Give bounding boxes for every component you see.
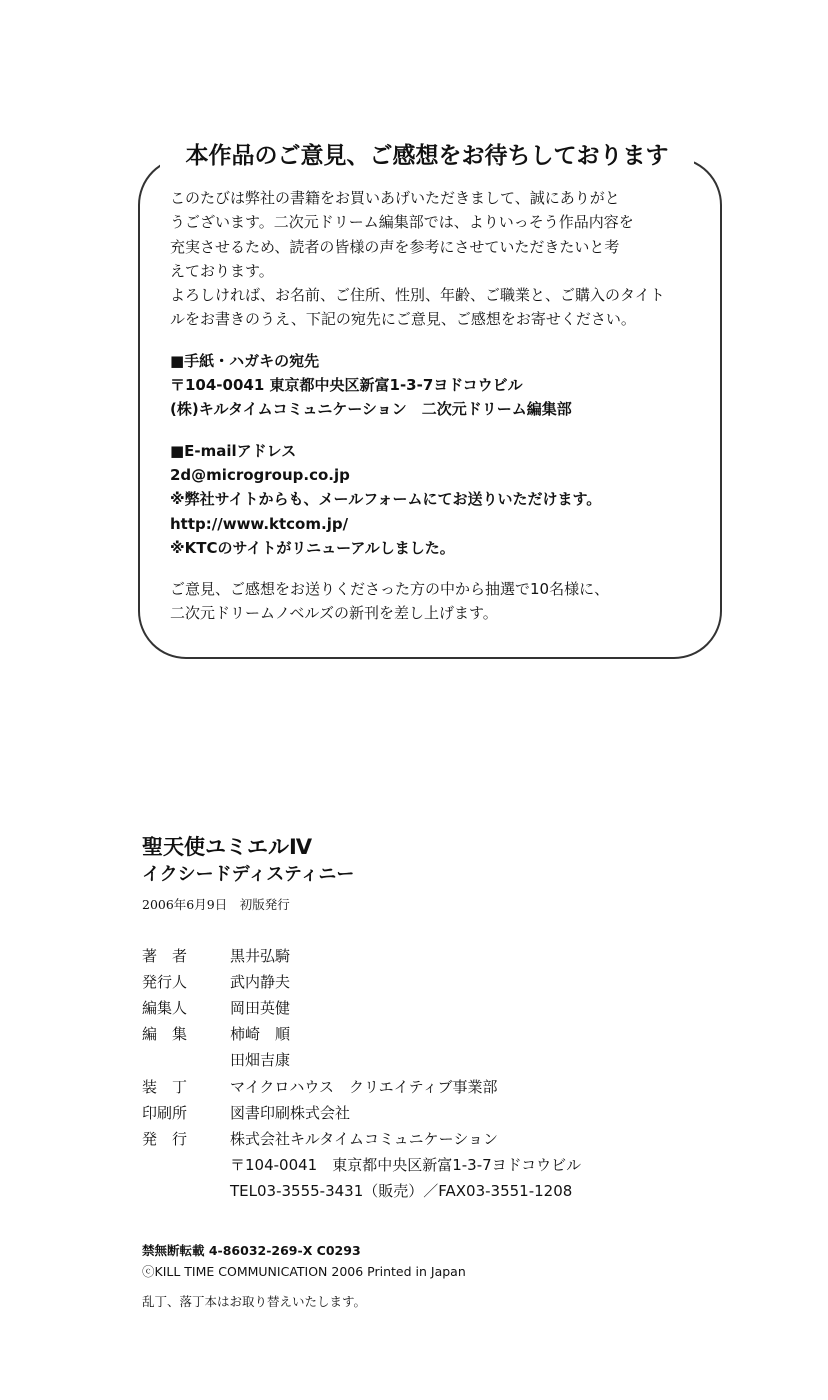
staff-role: 編集人 xyxy=(142,998,188,1017)
staff-role: 編 集 xyxy=(142,1025,188,1044)
staff-row xyxy=(142,1073,782,1099)
intro-line: ルをお書きのうえ、下記の宛先にご意見、ご感想をお寄せください。 xyxy=(170,310,636,329)
book-title: 聖天使ユミエルⅣ xyxy=(142,835,313,859)
staff-name: 柿崎 順 xyxy=(230,1025,291,1044)
feedback-title: 本作品のご意見、ご感想をお待ちしております xyxy=(160,140,694,172)
closing-line: 二次元ドリームノベルズの新刊を差し上げます。 xyxy=(170,604,498,623)
staff-list xyxy=(142,942,782,1204)
intro-line: よろしければ、お名前、ご住所、性別、年齢、ご職業と、ご購入のタイト xyxy=(170,286,665,305)
staff-role: 印刷所 xyxy=(142,1103,188,1122)
mail-address: 〒104-0041 東京都中央区新富1-3-7ヨドコウビル xyxy=(170,376,523,395)
mail-recipient: (株)キルタイムコミュニケーション 二次元ドリーム編集部 xyxy=(170,400,572,419)
staff-row xyxy=(142,1099,782,1125)
book-subtitle: イクシードディスティニー xyxy=(142,864,355,885)
replacement-notice: 乱丁、落丁本はお取り替えいたします。 xyxy=(142,1294,367,1309)
isbn-line: 禁無断転載 4-86032-269-X C0293 xyxy=(142,1243,361,1258)
email-address: 2d@microgroup.co.jp xyxy=(170,465,350,484)
staff-name: 図書印刷株式会社 xyxy=(230,1103,351,1122)
closing-line: ご意見、ご感想をお送りくださった方の中から抽選で10名様に、 xyxy=(170,580,610,599)
staff-name: 岡田英健 xyxy=(230,998,291,1017)
staff-row xyxy=(142,942,782,968)
website-note: ※KTCのサイトがリニューアルしました。 xyxy=(170,538,455,557)
staff-row xyxy=(142,1152,782,1178)
publish-date: 2006年6月9日 初版発行 xyxy=(142,897,290,912)
staff-name: 株式会社キルタイムコミュニケーション xyxy=(230,1129,499,1148)
staff-role: 装 丁 xyxy=(142,1077,188,1096)
staff-name: 〒104-0041 東京都中央区新富1-3-7ヨドコウビル xyxy=(230,1156,582,1175)
staff-row xyxy=(142,968,782,994)
staff-row xyxy=(142,1021,782,1047)
staff-name: 黒井弘騎 xyxy=(230,946,291,965)
staff-name: TEL03-3555-3431（販売）／FAX03-3551-1208 xyxy=(230,1182,573,1201)
feedback-body xyxy=(170,186,690,626)
staff-name: 田畑吉康 xyxy=(230,1051,291,1070)
staff-role: 発 行 xyxy=(142,1129,188,1148)
intro-line: えております。 xyxy=(170,261,274,280)
colophon-header xyxy=(142,832,782,914)
email-note: ※弊社サイトからも、メールフォームにてお送りいただけます。 xyxy=(170,490,602,509)
intro-line: 充実させるため、読者の皆様の声を参考にさせていただきたいと考 xyxy=(170,237,620,256)
mail-heading: ■手紙・ハガキの宛先 xyxy=(170,351,320,370)
staff-row xyxy=(142,1178,782,1204)
staff-name: 武内静夫 xyxy=(230,972,291,991)
email-heading: ■E-mailアドレス xyxy=(170,441,297,460)
staff-role: 著 者 xyxy=(142,946,188,965)
staff-name: マイクロハウス クリエイティブ事業部 xyxy=(230,1077,498,1096)
copyright-line: ⓒKILL TIME COMMUNICATION 2006 Printed in Japan xyxy=(142,1264,466,1279)
intro-line: うございます。二次元ドリーム編集部では、よりいっそう作品内容を xyxy=(170,213,634,232)
intro-line: このたびは弊社の書籍をお買いあげいただきまして、誠にありがと xyxy=(170,189,620,207)
staff-row xyxy=(142,1125,782,1151)
staff-row xyxy=(142,1047,782,1073)
staff-row xyxy=(142,994,782,1020)
staff-role: 発行人 xyxy=(142,972,188,991)
footer xyxy=(142,1240,782,1312)
website-url: http://www.ktcom.jp/ xyxy=(170,514,349,533)
